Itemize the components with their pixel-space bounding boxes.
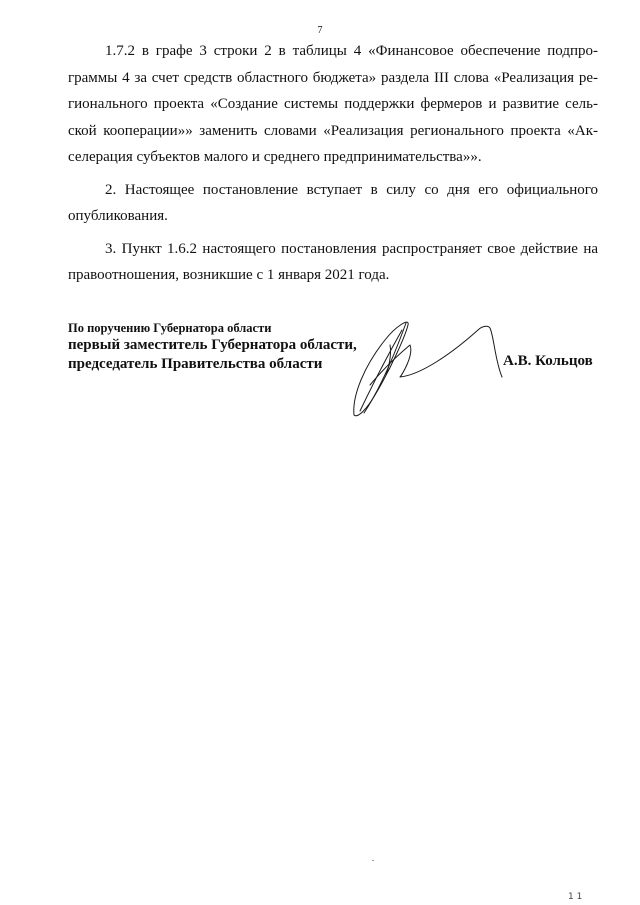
paragraph-line: граммы 4 за счет средств областного бюджета» раздела III слова «Реализация ре- [68,69,598,86]
paragraph-line: опубликования. [68,208,168,224]
paragraph-1-7-2 [68,38,598,171]
document-body [68,38,598,289]
signer-name: А.В. Кольцов [503,353,593,369]
signer-position-line-2: председатель Правительства области [68,356,323,372]
paragraph-line: 3. Пункт 1.6.2 настоящего постановления распространяет свое действие на [105,240,598,257]
signature-instruction: По поручению Губернатора области [68,321,272,335]
footer-mark: 1 1 [568,892,583,902]
scan-dot [372,860,374,861]
signer-position-line-1: первый заместитель Губернатора области, [68,337,357,353]
paragraph-line: 2. Настоящее постановление вступает в силу со дня его официального [105,181,598,198]
paragraph-3 [68,236,598,289]
paragraph-line: 1.7.2 в графе 3 строки 2 в таблицы 4 «Финансовое обеспечение подпро- [105,43,598,59]
handwritten-signature [330,315,510,425]
paragraph-line: ской кооперации»» заменить словами «Реализация регионального проекта «Ак- [68,122,598,139]
paragraph-2 [68,177,598,230]
page-number: 7 [317,25,323,36]
paragraph-line: гионального проекта «Создание системы поддержки фермеров и развитие сель- [68,96,598,112]
paragraph-line: правоотношения, возникшие с 1 января 2021 года. [68,267,390,283]
paragraph-line: селерация субъектов малого и среднего предпринимательства»». [68,149,482,165]
